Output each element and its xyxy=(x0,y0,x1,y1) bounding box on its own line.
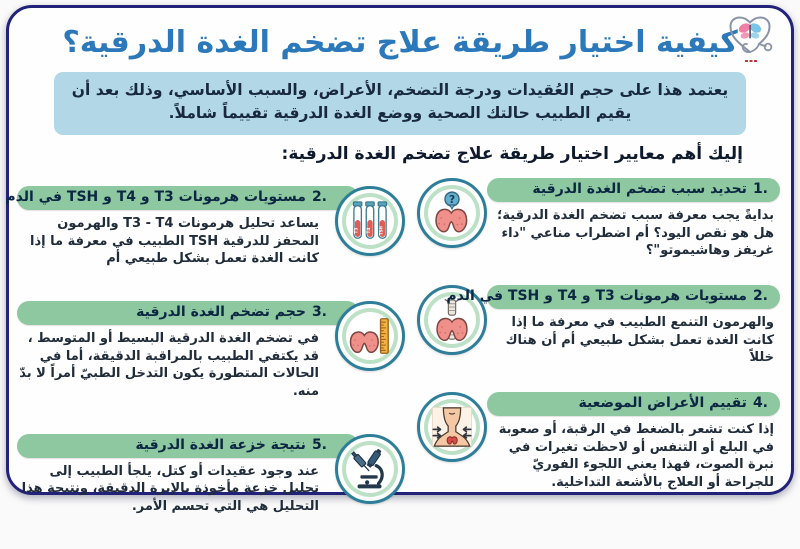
criterion-content xyxy=(446,285,780,367)
criterion-content xyxy=(17,301,359,401)
badge-circle xyxy=(335,186,405,256)
criterion-content xyxy=(5,186,359,268)
svg-text:?: ? xyxy=(448,193,456,206)
svg-text:T3: T3 xyxy=(354,227,360,234)
criterion-number: 2. xyxy=(752,288,768,305)
intro-line: إليك أهم معايير اختيار طريقة علاج تضخم الغدة الدرقية: xyxy=(281,143,743,164)
infographic-card xyxy=(5,5,794,515)
criterion-body: بدايةً يجب معرفة سبب تضخم الغدة الدرقية؛ هل هو نقص اليود؟ أم اضطراب مناعي "داء غريفز وهاشيموتو"؟ xyxy=(497,208,774,259)
criterion-title: تحديد سبب تضخم الغدة الدرقية xyxy=(532,181,747,197)
criterion-body: يساعد تحليل هرمونات T3 - T4 والهرمون المحفز للدرقية TSH الطبيب في معرفة ما إذا كانت الغدة تعمل بشكل طبيعي أم xyxy=(30,216,319,267)
criterion-number: 1. xyxy=(752,181,768,197)
criterion-header xyxy=(17,434,359,458)
svg-text:TSH: TSH xyxy=(378,226,384,236)
criterion-item-2-left xyxy=(5,186,405,268)
neck-pressure-arrows-icon xyxy=(429,404,475,450)
criterion-header xyxy=(17,301,359,325)
page-title: كيفية اختيار طريقة علاج تضخم الغدة الدرقية؟ xyxy=(62,25,738,60)
criterion-title: مستويات هرمونات T3 و T4 و TSH في الدم xyxy=(5,189,306,205)
criterion-item-1 xyxy=(413,178,787,260)
criterion-content xyxy=(487,392,780,492)
heart-stethoscope-thyroid-butterfly-logo xyxy=(727,10,775,68)
criterion-item-3 xyxy=(17,301,405,401)
svg-text:T4: T4 xyxy=(367,227,373,234)
criterion-content xyxy=(487,178,780,260)
thyroid-question-icon xyxy=(429,190,475,236)
criterion-number: 3. xyxy=(311,304,327,321)
criterion-title: حجم تضخم الغدة الدرقية xyxy=(136,304,306,321)
criterion-title: مستويات هرمونات T3 و T4 و TSH في الدم xyxy=(446,288,747,305)
criterion-number: 4. xyxy=(752,395,768,412)
criterion-number: 2. xyxy=(311,189,327,205)
badge-circle xyxy=(417,392,487,462)
criterion-content xyxy=(17,434,359,516)
criterion-body: والهرمون التنمع الطبيب في معرفة ما إذا كانت الغدة تعمل بشكل طبيعي أم أن هناك خللاً xyxy=(505,315,774,366)
thyroid-ruler-icon xyxy=(347,313,393,359)
criterion-item-2-right xyxy=(413,285,787,367)
badge-circle xyxy=(335,434,405,504)
criterion-header xyxy=(5,186,359,210)
criterion-item-5 xyxy=(17,434,405,516)
criterion-header xyxy=(487,178,780,202)
subtitle-box: يعتمد هذا على حجم العُقيدات ودرجة التضخم، الأعراض، والسبب الأساسي، وذلك بعد أن يقيم الطبيب حالتك الصحية ووضع الغدة الدرقية تقييماً شاملاً. xyxy=(54,72,746,135)
badge-circle xyxy=(335,301,405,371)
criteria-column-left xyxy=(5,186,405,549)
criterion-body: إذا كنت تشعر بالضغط في الرقبة، أو صعوبة في البلع أو التنفس أو لاحظت تغيرات في نبرة الصوت، فهذا يعني اللجوء الفوريّ للجراحة أو العلاج بالأشعة التداخلية. xyxy=(498,422,774,491)
criterion-item-4 xyxy=(413,392,787,492)
criterion-title: تقييم الأعراض الموضعية xyxy=(578,395,747,412)
criterion-header xyxy=(446,285,780,309)
criterion-body: في تضخم الغدة الدرقية البسيط أو المتوسط ، قد يكتفي الطبيب بالمراقبة الدقيقة، أما في الحالات المتطورة يكون التدخل الطبيّ أمراً لا بدّ منه. xyxy=(19,331,319,400)
criterion-header xyxy=(487,392,780,416)
criterion-body: عند وجود عقيدات أو كتل، يلجأ الطبيب إلى تحليل خزعة مأخوذة بالإبرة الدقيقة، ونتيجة هذا التحليل هي التي تحسم الأمر. xyxy=(21,463,319,515)
badge-circle xyxy=(417,178,487,248)
criterion-title: نتيجة خزعة الغدة الدرقية xyxy=(135,436,306,453)
criteria-column-right xyxy=(413,178,787,517)
criterion-number: 5. xyxy=(311,436,327,453)
blood-test-tubes-icon xyxy=(347,198,393,244)
microscope-biopsy-icon xyxy=(347,446,393,492)
